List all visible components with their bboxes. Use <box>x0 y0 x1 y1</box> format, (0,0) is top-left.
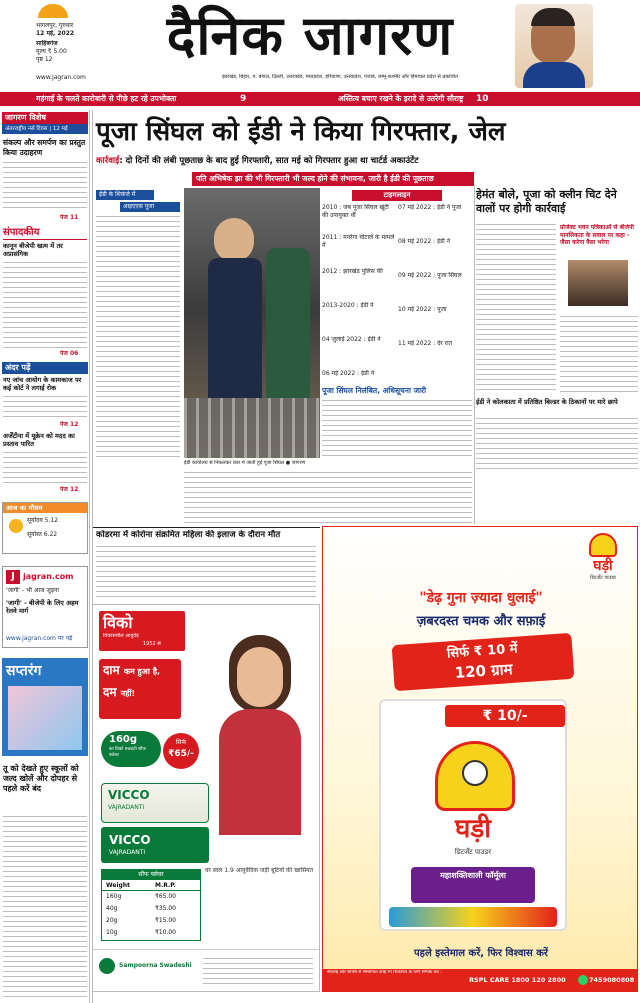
jagran-com-box <box>2 566 88 648</box>
vicco-ad[interactable] <box>92 604 320 992</box>
photo-caption: ईडी कार्यालय से निकलकर कार में जाती हुई पूजा सिंघल ● जागरण <box>184 460 306 466</box>
masthead-price: मूल्य ₹ 5.00 <box>36 48 67 55</box>
timeline-item: 2013-2020 : ईडी ने <box>322 302 374 309</box>
weather-box <box>2 502 88 554</box>
top-ticker <box>0 92 640 106</box>
ghadi-offer-line1: सिर्फ ₹ 10 में <box>446 641 519 662</box>
whatsapp-icon <box>578 975 588 985</box>
inside-story-2[interactable]: अर्जेंटीना में यूक्रेन को मदद का प्रस्ताव पारित <box>3 432 75 448</box>
vicco-price-table <box>101 869 201 941</box>
main-subhead-text: : दो दिनों की लंबी पूछताछ के बाद हुई गिरफ्तारी, सात मई को गिरफ्तार हुआ था चार्टर्ड अकाउंटेंट <box>119 156 419 166</box>
sunrise-time: सूर्योदय 5.12 <box>27 517 59 524</box>
vicco-pack-sub: का विको वज्रदंती सौफ़ फ्लेवर <box>109 747 146 758</box>
ghadi-pack-clock-icon <box>435 741 515 811</box>
jagran-com-story[interactable]: 'जागी' - बीजेपी के लिए अहम रेलवे मार्ग <box>6 599 79 615</box>
sun-logo-icon <box>38 4 68 18</box>
table-row: 20g ₹15.00 <box>106 917 176 924</box>
koderma-headline[interactable]: कोडरमा में कोरोना संक्रमित महिला की इलाज के दौरान मौत <box>96 530 281 540</box>
jagran-vishesh-tag: जागरण विशेष <box>2 112 88 124</box>
vicco-slogan-a: दाम <box>103 663 120 677</box>
table-row: 40g ₹35.00 <box>106 905 176 912</box>
timeline-item: 04 जुलाई 2022 : ईडी ने <box>322 336 381 343</box>
timeline-item: 10 मई 2022 : पूजा <box>398 306 447 313</box>
vicco-product-sub: VAJRADANTI <box>108 804 145 811</box>
jagran-com-line: 'जागी' - भी आज जुड़ना <box>6 587 59 594</box>
masthead-pages: पृष्ठ 12 <box>36 56 53 63</box>
saptrang-box <box>2 658 88 756</box>
clock-icon <box>589 533 617 557</box>
timeline-item: 2012 : झारखंड पुलिस की <box>322 268 383 275</box>
main-kicker: कार्रवाई <box>96 156 120 166</box>
vicco-price-only: सिर्फ <box>175 739 187 746</box>
ghadi-logo <box>575 533 631 587</box>
jagran-web-link[interactable]: www.jagran.com पर पढ़ें <box>6 635 73 642</box>
masthead-portrait <box>515 4 593 88</box>
vicco-slogan-c: दम <box>103 685 117 699</box>
vicco-table-head-weight: Weight <box>106 882 130 889</box>
editorial1-headline[interactable]: कानून बीजेपी खत्म में तर अप्रासंगिक <box>3 242 63 258</box>
ghadi-pack-price: ₹ 10/- <box>445 705 565 727</box>
inside-story-1-page: पेज 12 <box>60 421 79 428</box>
masthead <box>0 0 640 92</box>
suspension-headline[interactable]: पूजा सिंघल निलंबित, अधिसूचना जारी <box>322 386 427 395</box>
ghadi-bottom-text: सप्लाई और सर्विस से सम्बन्धित कोई भी शिकायत के लिए सम्पर्क करें : <box>327 970 442 975</box>
masthead-date: 12 मई, 2022 <box>36 30 75 37</box>
vicco-pack-callout <box>101 731 161 767</box>
masthead-city-date: भागलपुर, गुरुवार <box>36 22 74 29</box>
ghadi-pack-band: महाशक्तिशाली फॉर्मूला <box>411 867 535 903</box>
andar-heading: अंदर पढ़ें <box>2 362 88 374</box>
timeline-item: 06 मई 2022 : ईडी ने <box>322 370 375 377</box>
ghadi-logo-text: घड़ी <box>593 558 613 574</box>
vicco-pack-size: 160g <box>109 734 138 745</box>
vicco-table-head-mrp: M.R.P. <box>155 882 176 889</box>
jagran-j-icon: J <box>6 570 20 584</box>
ias-label: आइएएस पूजा <box>120 202 180 212</box>
vicco-footer-brand: Sampoorna Swadeshi <box>119 962 192 969</box>
hemant-headline[interactable]: हेमंत बोले, पूजा को क्लीन चिट देने वालों पर होगी कार्रवाई <box>476 188 617 215</box>
vicco-tube <box>101 783 209 823</box>
main-headline[interactable]: पूजा सिंघल को ईडी ने किया गिरफ्तार, जेल <box>96 117 506 147</box>
weather-sun-icon <box>9 519 23 533</box>
jagran-com-label[interactable]: jagran.com <box>23 572 74 581</box>
vicco-price-badge <box>163 733 199 769</box>
hemant-sub-box: प्रोजेक्ट भवन पत्रिकाओं से बीजेपी मानसिकता के सवाल पर कहा - जैसा करेगा वैसा भरेगा <box>560 224 638 310</box>
vicco-brand: विको <box>103 613 133 632</box>
red-banner: पति अभिषेक झा की भी गिरफ्तारी भी जल्द होने की संभावना, जारी है ईडी की पूछताछ <box>192 172 474 186</box>
ghadi-offer-burst <box>392 633 575 691</box>
timeline-label: टाइमलाइन <box>352 190 442 201</box>
vicco-box: VICCO VAJRADANTI <box>101 827 209 863</box>
school-headline[interactable]: तू को देखते हुए स्कूलों को जल्द खोलें और दोपहर से पहले करें बंद <box>3 764 79 793</box>
ghadi-tagline-2: ज़बरदस्त चमक और सफ़ाई <box>416 614 546 629</box>
inside-story-2-page: पेज 12 <box>60 486 79 493</box>
vicco-flavor-label: सौंफ फ्लेवर <box>102 870 200 880</box>
ticker-right-page: 10 <box>476 94 489 104</box>
ticker-left-page: 9 <box>240 94 247 104</box>
timeline-item: 11 मई 2022 : देर रात <box>398 340 453 347</box>
inside-story-1[interactable]: नए जांच आयोग के कामकाज पर कई कोर्ट ने लगाई रोक <box>3 376 82 392</box>
ghadi-pack-sub: डिटर्जेंट पाउडर <box>454 848 492 856</box>
kolkata-headline[interactable]: ईडी ने कोलकाता में प्रतिष्ठित बिल्डर के ठिकानों पर मारे छापे <box>476 398 618 406</box>
sampoorna-logo-icon <box>99 958 115 974</box>
ghadi-pack <box>379 699 567 931</box>
editorial1-page: पेज 06 <box>60 350 79 357</box>
ghadi-footer: पहले इस्तेमाल करें, फिर विश्वास करें <box>413 948 549 959</box>
sampadakiya-heading: संपादकीय <box>3 226 87 240</box>
ed-label: ईडी के शिकंजे में <box>96 190 154 200</box>
vicco-brand-sub: विकासशील आयुर्वेद <box>103 633 139 639</box>
timeline-item: 2011 : मनरेगा घोटाले के मामले में <box>322 234 395 249</box>
main-subhead <box>96 154 640 168</box>
ghadi-logo-sub: डिटर्जेंट पाउडर <box>590 575 616 581</box>
vicco-year: 1952 से <box>143 641 161 647</box>
vicco-model-photo <box>205 625 315 835</box>
masthead-edition: साहिबगंज <box>36 40 58 47</box>
ticker-left[interactable]: महंगाई के चलते कारोबारी से पीछे हट रहे उपभोक्ता <box>36 94 177 103</box>
timeline-item: 2010 : जब पूजा सिंघल खूंटी की उपायुक्त थीं <box>322 204 389 219</box>
vicco-footer-text: वर साल 1.9 आयुर्वेदिक जड़ी बूटियों की खासियत <box>205 867 314 874</box>
ghadi-bottom-bar <box>323 969 637 991</box>
ghadi-phone[interactable]: RSPL CARE 1800 120 2800 <box>469 976 566 984</box>
table-row: 160g ₹65.00 <box>106 893 176 900</box>
ghadi-ad[interactable] <box>322 526 638 992</box>
vicco-slogan-d: नहीं! <box>120 689 136 698</box>
hemant-photo <box>568 260 628 306</box>
masthead-title: दैनिक जागरण <box>166 4 454 67</box>
saptrang-title: सप्तरंग <box>6 663 42 679</box>
timeline-item: 07 मई 2022 : ईडी ने पूजा <box>398 204 462 211</box>
vicco-price: ₹65/- <box>168 749 194 759</box>
table-row: 10g ₹10.00 <box>106 929 176 936</box>
ghadi-whatsapp[interactable]: 7459080808 <box>589 976 635 984</box>
main-photo <box>184 188 320 458</box>
left-sidebar <box>0 110 90 1003</box>
vicco-footer-bar <box>93 949 319 991</box>
masthead-editions-line: झारखंड, बिहार, प. बंगाल, दिल्ली, उत्तराखंड, मध्यप्रदेश, हरियाणा, उत्तरप्रदेश, पंजाब, जम्मू-कश्मीर और हिमाचल प्रदेश से प्रकाशित <box>222 74 458 80</box>
vicco-slogan-b: कम हुआ है, <box>123 667 161 676</box>
vicco-slogan-box <box>99 659 181 719</box>
sunset-time: सूर्यास्त 6.22 <box>27 531 58 538</box>
vicco-product: VICCO <box>108 788 150 802</box>
vicco-brand-banner <box>99 611 185 651</box>
story1-page: पेज 11 <box>60 214 79 221</box>
ghadi-tagline-1: "डेढ़ गुना ज़्यादा धुलाई" <box>419 590 543 606</box>
story1-headline[interactable]: संकल्प और समर्पण का प्रस्तुत किया उदाहरण <box>3 138 86 157</box>
weather-heading: आज का मौसम <box>3 503 87 513</box>
ghadi-offer-line2: 120 ग्राम <box>454 659 514 682</box>
timeline-item: 08 मई 2022 : ईडी ने <box>398 238 451 245</box>
timeline-item: 09 मई 2022 : पूजा सिंघल <box>398 272 462 279</box>
ticker-right[interactable]: अस्तित्व बचाए रखने के इरादे से उतरेगी सौराष्ट्र <box>338 94 464 103</box>
ghadi-pack-brand: घड़ी <box>454 814 491 844</box>
jagran-vishesh-sub: अंतरराष्ट्रीय नर्स दिवस | 12 मई <box>2 124 88 134</box>
masthead-website: www.jagran.com <box>36 74 86 81</box>
